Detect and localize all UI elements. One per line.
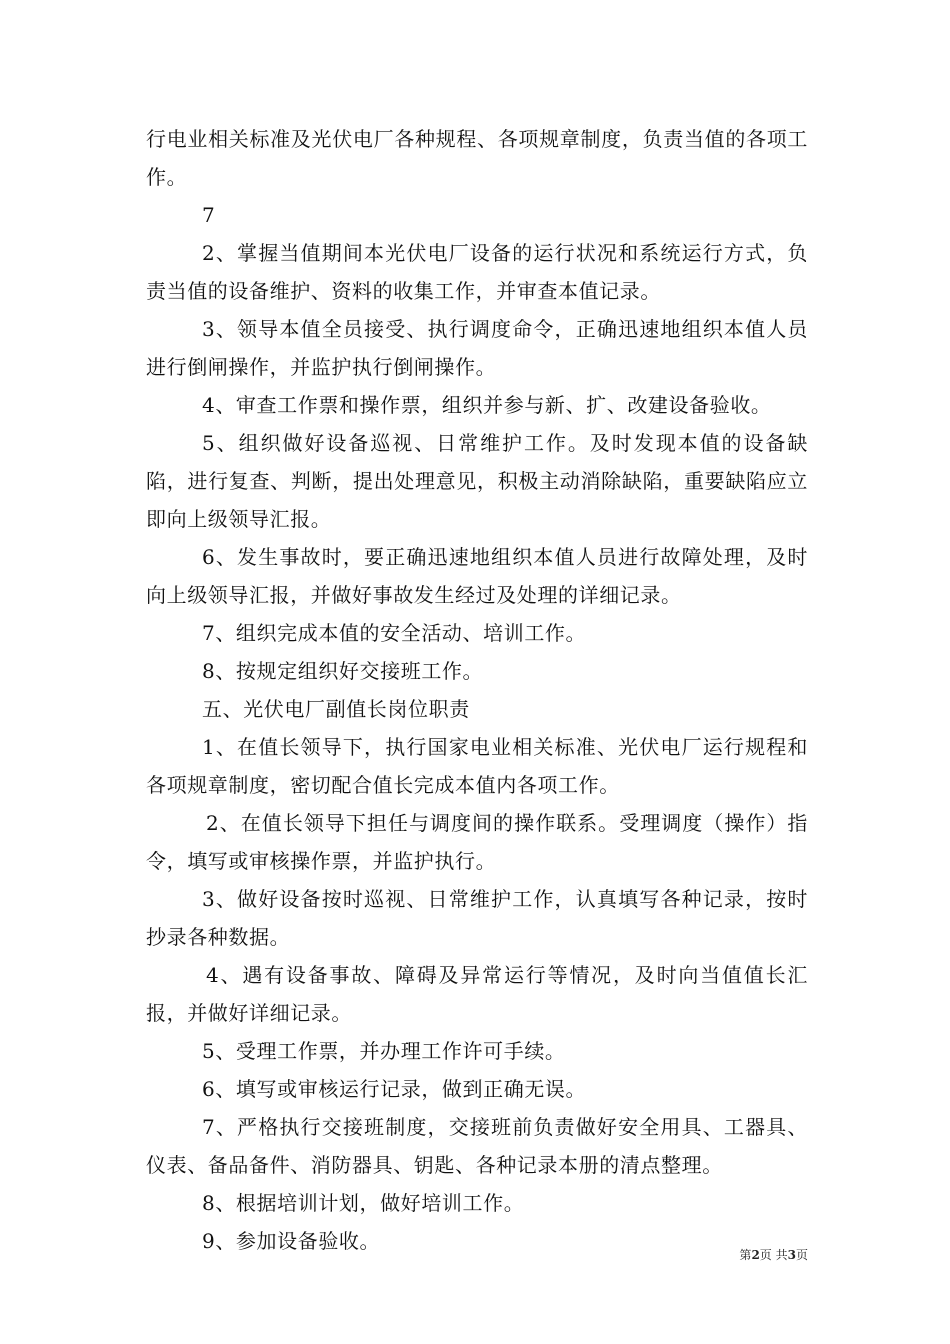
paragraph-duty-6: 6、发生事故时，要正确迅速地组织本值人员进行故障处理，及时向上级领导汇报，并做好事故发生经过及处理的详细记录。	[146, 545, 808, 607]
paragraph-stray-number: 7	[202, 203, 216, 227]
paragraph-deputy-duty-3: 3、做好设备按时巡视、日常维护工作，认真填写各种记录，按时抄录各种数据。	[146, 887, 808, 949]
current-page-number: 2	[751, 1248, 760, 1262]
paragraph-duty-2: 2、掌握当值期间本光伏电厂设备的运行状况和系统运行方式，负责当值的设备维护、资料的收集工作，并审查本值记录。	[146, 241, 808, 303]
document-body	[146, 120, 808, 1260]
page-footer	[0, 1246, 808, 1264]
paragraph-deputy-duty-2: 2、在值长领导下担任与调度间的操作联系。受理调度（操作）指令，填写或审核操作票，并监护执行。	[146, 811, 808, 873]
paragraph-deputy-duty-6: 6、填写或审核运行记录，做到正确无误。	[202, 1077, 587, 1101]
paragraph-duty-7: 7、组织完成本值的安全活动、培训工作。	[202, 621, 587, 645]
footer-middle: 页 共	[759, 1248, 788, 1262]
paragraph-deputy-duty-8: 8、根据培训计划，做好培训工作。	[202, 1191, 525, 1215]
footer-suffix: 页	[795, 1248, 808, 1262]
paragraph-duty-4: 4、审查工作票和操作票，组织并参与新、扩、改建设备验收。	[202, 393, 772, 417]
paragraph-deputy-duty-7: 7、严格执行交接班制度，交接班前负责做好安全用具、工器具、仪表、备品备件、消防器具、钥匙、各种记录本册的清点整理。	[146, 1115, 808, 1177]
paragraph-deputy-duty-1: 1、在值长领导下，执行国家电业相关标准、光伏电厂运行规程和各项规章制度，密切配合值长完成本值内各项工作。	[146, 735, 808, 797]
paragraph-continued: 行电业相关标准及光伏电厂各种规程、各项规章制度，负责当值的各项工作。	[146, 127, 808, 189]
paragraph-duty-8: 8、按规定组织好交接班工作。	[202, 659, 484, 683]
total-page-count: 3	[787, 1248, 796, 1262]
paragraph-duty-3: 3、领导本值全员接受、执行调度命令，正确迅速地组织本值人员进行倒闸操作，并监护执行倒闸操作。	[146, 317, 808, 379]
section-heading: 五、光伏电厂副值长岗位职责	[202, 697, 470, 721]
paragraph-deputy-duty-9: 9、参加设备验收。	[202, 1229, 381, 1253]
paragraph-duty-5: 5、组织做好设备巡视、日常维护工作。及时发现本值的设备缺陷，进行复查、判断，提出处理意见，积极主动消除缺陷，重要缺陷应立即向上级领导汇报。	[146, 431, 808, 531]
paragraph-deputy-duty-4: 4、遇有设备事故、障碍及异常运行等情况，及时向当值值长汇报，并做好详细记录。	[146, 963, 808, 1025]
paragraph-deputy-duty-5: 5、受理工作票，并办理工作许可手续。	[202, 1039, 566, 1063]
footer-prefix: 第	[739, 1248, 752, 1262]
